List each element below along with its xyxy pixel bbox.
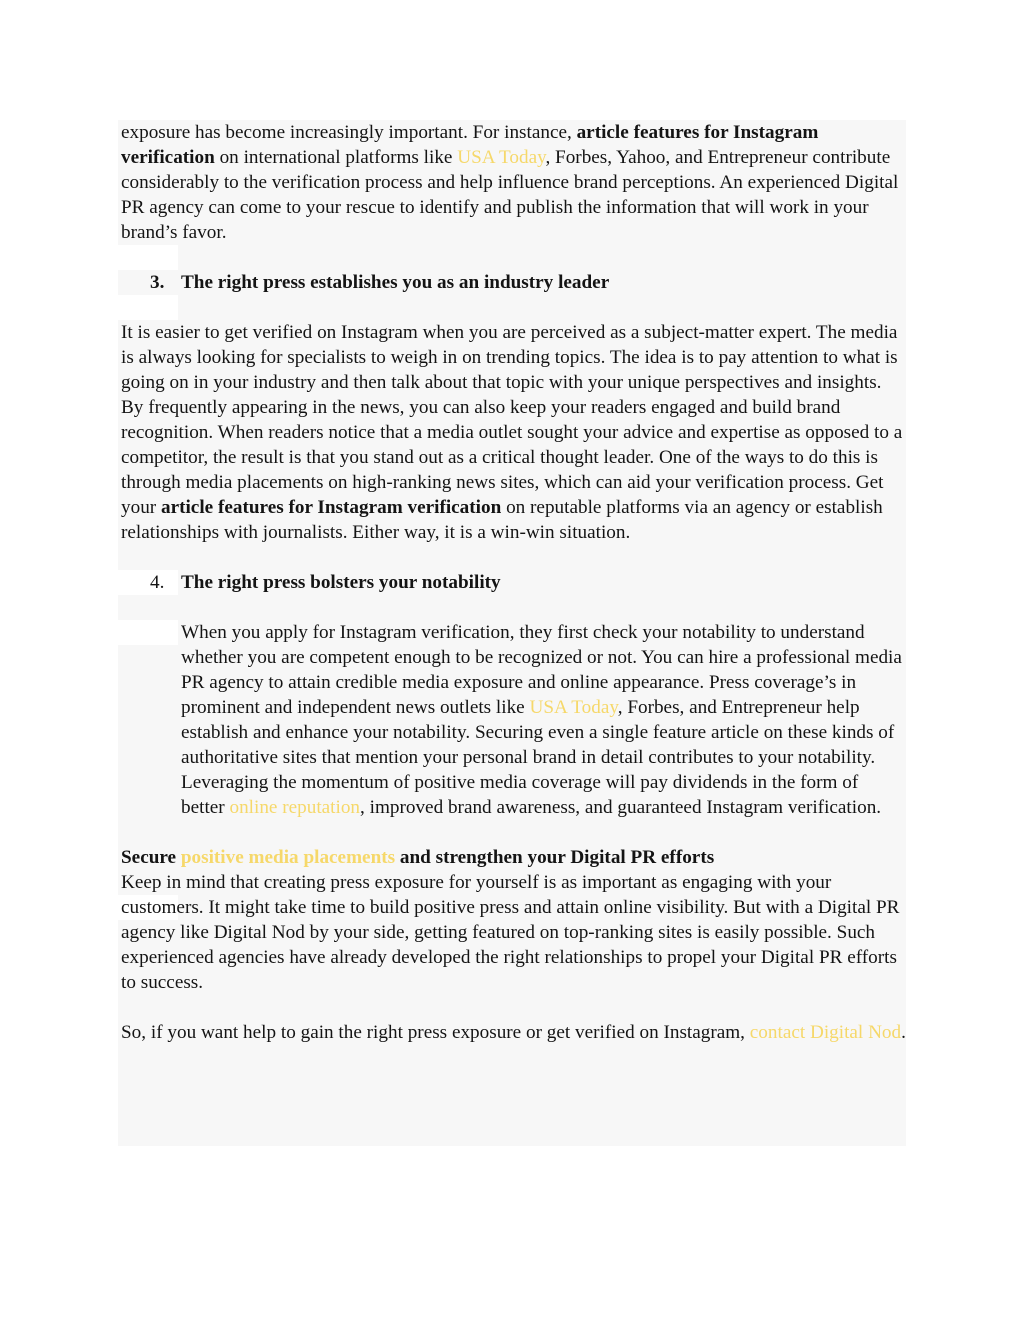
document-body (121, 120, 906, 1045)
link-positive-media-placements[interactable]: positive media placements (180, 847, 396, 868)
paragraph-notability: When you apply for Instagram verification, they first check your notability to understand whether you are competent enough to be recognized or not. You can hire a professional media PR agency to attain credible media exposure and online appearance. Press coverage’s in prominent and independent news outlets like USA Today, Forbes, and Entrepreneur help establish and enhance your notability. Securing even a single feature article on these kinds of authoritative sites that mention your personal brand in detail contributes to your notability. Leveraging the momentum of positive media coverage will pay dividends in the form of better online reputation, improved brand awareness, and guaranteed Instagram verification. (181, 622, 902, 818)
list-item-4 (121, 570, 906, 595)
spacer (121, 245, 906, 270)
paragraph-industry-leader: It is easier to get verified on Instagram when you are perceived as a subject-matter expert. The media is always looking for specialists to weigh in on trending topics. The idea is to pay attention to what is going on in your industry and then talk about that topic with your unique perspectives and insights. By frequently appearing in the news, you can also keep your readers engaged and build brand recognition. When readers notice that a media outlet sought your advice and expertise as opposed to a competitor, the result is that you stand out as a critical thought leader. One of the ways to do this is through media placements on high-ranking news sites, which can aid your verification process. Get your article features for Instagram verification on reputable platforms via an agency or establish relationships with journalists. Either way, it is a win-win situation. (121, 322, 903, 543)
bold-phrase: article features for Instagram verification (121, 122, 819, 168)
spacer (121, 820, 906, 845)
paragraph-keep-in-mind: Keep in mind that creating press exposure for yourself is as important as engaging with your customers. It might take time to build positive press and attain online visibility. But with a Digital PR agency like Digital Nod by your side, getting featured on top-ranking sites is easily possible. Such experienced agencies have already developed the right relationships to propel your Digital PR efforts to success. (121, 872, 900, 993)
list-heading: The right press bolsters your notability (181, 572, 501, 593)
spacer (121, 995, 906, 1020)
spacer (121, 545, 906, 570)
link-usa-today[interactable]: USA Today (529, 697, 618, 718)
list-heading: The right press establishes you as an industry leader (181, 272, 610, 293)
paragraph-exposure: exposure has become increasingly important. For instance, article features for Instagram verification on international platforms like USA Today, Forbes, Yahoo, and Entrepreneur contribute considerably to the verification process and help influence brand perceptions. An experienced Digital PR agency can come to your rescue to identify and publish the information that will work in your brand’s favor. (121, 122, 899, 243)
section-heading: Secure positive media placements and strengthen your Digital PR efforts (121, 847, 715, 868)
list-number: 4. (150, 572, 165, 593)
spacer (121, 595, 906, 620)
bold-phrase: article features for Instagram verification (160, 497, 502, 518)
list-number: 3. (150, 272, 165, 293)
link-contact-digital-nod[interactable]: contact Digital Nod (749, 1022, 902, 1043)
spacer (121, 295, 906, 320)
paragraph-closing: So, if you want help to gain the right press exposure or get verified on Instagram, contact Digital Nod. (121, 1022, 906, 1043)
link-usa-today[interactable]: USA Today (457, 147, 546, 168)
link-online-reputation[interactable]: online reputation (229, 797, 361, 818)
list-item-3 (121, 270, 906, 295)
